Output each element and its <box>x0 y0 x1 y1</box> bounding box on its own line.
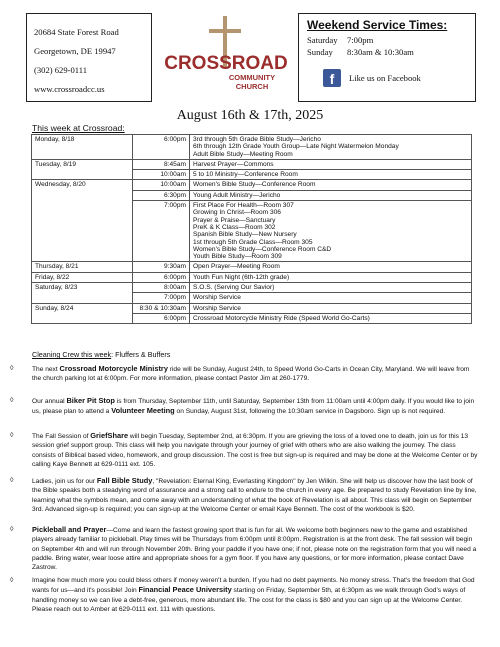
schedule-activity <box>190 262 472 272</box>
schedule-table <box>31 134 472 324</box>
diamond-bullet-icon: ◊ <box>10 526 14 533</box>
activity-line: 1st through 5th Grade Class—Room 305 <box>193 238 313 246</box>
service-time: 7:00pm <box>347 35 374 45</box>
schedule-time: 7:00pm <box>133 201 190 262</box>
cross-horizontal <box>209 29 241 33</box>
schedule-day: Friday, 8/22 <box>32 272 133 282</box>
address-city: Georgetown, DE 19947 <box>34 46 116 56</box>
schedule-row <box>32 135 472 160</box>
service-time: 8:30am & 10:30am <box>347 47 414 57</box>
logo-sub2: CHURCH <box>235 82 269 91</box>
diamond-bullet-icon: ◊ <box>10 397 14 404</box>
service-row <box>307 35 374 45</box>
announcement-span: The Fall Session of <box>32 433 91 440</box>
schedule-day: Thursday, 8/21 <box>32 262 133 272</box>
schedule-time: 10:00am <box>133 180 190 190</box>
schedule-time: 6:30pm <box>133 190 190 200</box>
schedule-activity <box>190 170 472 180</box>
activity-line: Harvest Prayer—Commons <box>193 160 274 168</box>
announcement-text <box>32 525 480 572</box>
announcement-highlight: Volunteer Meeting <box>111 406 175 416</box>
announcement-text <box>32 364 480 384</box>
announcement <box>10 476 490 514</box>
cleaning-value: : Fluffers & Buffers <box>111 350 171 359</box>
diamond-bullet-icon: ◊ <box>10 477 14 484</box>
activity-line: Prayer & Praise—Sanctuary <box>193 216 276 224</box>
activity-line: Open Prayer—Meeting Room <box>193 263 280 271</box>
activity-line: Growing In Christ—Room 306 <box>193 209 281 217</box>
schedule-day <box>32 293 133 303</box>
announcement-span: , "Revelation: Eternal King, Everlasting Kingdom" by Jen Wilkin. She will help us discover how the last book of the Bible speaks both a steadying word of assurance and a strong call to endure to the church in every age. Be prepared to study Revelation line by line, learning what the symbols mean, and come away with an understanding of what the book of Revelation is all about. This class will begin on September 3rd. Advanced sign-up is required; you can sign-up at the Welcome Center or email Kaye Bennett. The cost of the workbook is $20. <box>32 478 477 513</box>
address-website[interactable]: www.crossroadcc.us <box>34 84 105 94</box>
service-times-title: Weekend Service Times: <box>307 18 448 32</box>
announcement-highlight: Pickleball and Prayer <box>32 525 107 534</box>
diamond-bullet-icon: ◊ <box>10 577 14 584</box>
activity-line: Worship Service <box>193 304 241 312</box>
announcement <box>10 396 490 417</box>
cleaning-label: Cleaning Crew this week <box>32 350 112 359</box>
announcement-text <box>32 476 480 514</box>
announcement <box>10 525 490 572</box>
announcement-span: is from Thursday, September 11th, until Saturday, September 13th from 11:00am until 4:00pm daily. If you would like to join us, please plan to attend a <box>32 398 475 416</box>
schedule-day: Sunday, 8/24 <box>32 303 133 313</box>
date-title: August 16th & 17th, 2025 <box>176 108 324 123</box>
schedule-day <box>32 201 133 262</box>
announcement-text <box>32 576 480 614</box>
announcement <box>10 576 490 614</box>
announcement-highlight: GriefShare <box>90 431 129 440</box>
announcement-span: ride will be Sunday, August 24th, to Speed World Go-Carts in Ocean City, Maryland. We will leave from the church parking lot at 6:00pm. For more information, please contact Pastor Jim at 260-1779. <box>32 366 470 383</box>
announcement-span: Our annual <box>32 398 67 405</box>
activity-line: Women's Bible Study—Conference Room <box>193 181 316 189</box>
activity-line: S.O.S. (Serving Our Savior) <box>193 284 275 292</box>
schedule-day <box>32 313 133 323</box>
schedule-row <box>32 159 472 169</box>
activity-line: 6th through 12th Grade Youth Group—Late Night Watermelon Monday <box>193 143 399 151</box>
activity-line: Adult Bible Study—Meeting Room <box>193 150 293 158</box>
announcement-span: starting on Friday, September 5th, at 6:30pm as we walk through God's ways of handling money so we can live a debt-free, generous, more abundant life. The cost for the class is $80 and you can sign up at the Welcome Center. Please reach out to Amber at 629-0111 ext. 111 with questions. <box>32 587 466 613</box>
schedule-row <box>32 313 472 323</box>
schedule-time: 6:00pm <box>133 313 190 323</box>
schedule-activity <box>190 190 472 200</box>
activity-line: 3rd through 5th Grade Bible Study—Jericho <box>193 136 321 143</box>
address-phone: (302) 629-0111 <box>34 65 88 75</box>
service-day: Saturday <box>307 35 338 45</box>
announcement-text <box>32 431 480 469</box>
activity-line: Spanish Bible Study—New Nursery <box>193 231 297 239</box>
schedule-time: 6:00pm <box>133 272 190 282</box>
schedule-row <box>32 272 472 282</box>
schedule-time: 9:30am <box>133 262 190 272</box>
schedule-row <box>32 180 472 190</box>
activity-line: Youth Fun Night (6th-12th grade) <box>193 273 290 281</box>
logo-name: CROSSROAD <box>164 53 288 74</box>
facebook-icon[interactable]: f <box>323 69 341 87</box>
schedule-row <box>32 293 472 303</box>
schedule-row <box>32 201 472 262</box>
announcement-highlight: Financial Peace University <box>138 585 232 595</box>
schedule-day: Saturday, 8/23 <box>32 283 133 293</box>
schedule-activity <box>190 180 472 190</box>
activity-line: PreK & K Class—Room 302 <box>193 223 276 231</box>
announcement-highlight: Fall Bible Study <box>96 476 153 485</box>
schedule-day: Monday, 8/18 <box>32 135 133 160</box>
schedule-day: Tuesday, 8/19 <box>32 159 133 169</box>
schedule-time: 7:00pm <box>133 293 190 303</box>
schedule-activity <box>190 283 472 293</box>
schedule-day: Wednesday, 8/20 <box>32 180 133 190</box>
address-street: 20684 State Forest Road <box>34 27 119 37</box>
service-row <box>307 47 414 57</box>
announcement-highlight: Biker Pit Stop <box>66 396 115 405</box>
announcement-span: on Sunday, August 31st, following the 10:30am service in Dagsboro. Sign up is not required. <box>174 408 446 416</box>
schedule-row <box>32 262 472 272</box>
announcement-highlight: Crossroad Motorcycle Ministry <box>59 364 168 373</box>
schedule-row <box>32 170 472 180</box>
schedule-activity <box>190 159 472 169</box>
schedule-activity <box>190 313 472 323</box>
announcement <box>10 364 490 384</box>
schedule-activity <box>190 135 472 160</box>
announcement-span: Ladies, join us for our <box>32 478 97 485</box>
schedule-day <box>32 190 133 200</box>
schedule-time: 8:00am <box>133 283 190 293</box>
diamond-bullet-icon: ◊ <box>10 432 14 439</box>
diamond-bullet-icon: ◊ <box>10 365 14 372</box>
announcement-text <box>32 396 480 417</box>
address-box <box>26 13 152 102</box>
schedule-row <box>32 303 472 313</box>
schedule-row <box>32 190 472 200</box>
schedule-activity <box>190 272 472 282</box>
church-logo <box>160 14 292 100</box>
schedule-activity <box>190 201 472 262</box>
service-times-box <box>298 13 476 102</box>
announcement-span: —Come and learn the fastest growing sport that is fun for all. We welcome both beginners new to the game and established players already familiar to pickleball. Play times will be Thursdays from 6:00pm until 8:00pm. Registration is at the front desk. The fall session will begin on September 4th and will run through November 20th. Bring your paddle if you have one; if not, please note on the registration form that you will need a paddle. Bring water, wear loose attire and appropriate shoes for a gym floor. If you have any questions, or for more information, please contact Dave Zastrow. <box>32 527 477 572</box>
cleaning-crew <box>32 350 170 359</box>
activity-line: Youth Bible Study—Room 309 <box>193 253 282 261</box>
schedule-time: 6:00pm <box>133 135 190 160</box>
activity-line: Worship Service <box>193 294 241 302</box>
schedule-time: 10:00am <box>133 170 190 180</box>
activity-line: Women's Bible Study—Conference Room C&D <box>193 245 332 253</box>
schedule-row <box>32 283 472 293</box>
schedule-time: 8:30 & 10:30am <box>133 303 190 313</box>
schedule-time: 8:45am <box>133 159 190 169</box>
facebook-label[interactable]: Like us on Facebook <box>349 73 421 83</box>
logo-sub1: COMMUNITY <box>228 73 276 82</box>
activity-line: 5 to 10 Ministry—Conference Room <box>193 171 298 179</box>
announcement-span: The next <box>32 366 60 373</box>
schedule-day <box>32 170 133 180</box>
announcement <box>10 431 490 469</box>
activity-line: Crossroad Motorcycle Ministry Ride (Speed World Go-Carts) <box>193 314 370 322</box>
announcement-span: will begin Tuesday, September 2nd, at 6:30pm. If you are grieving the loss of a loved one to death, join us for this 13 session grief support group. This class will help you navigate through your journey of grief with others who are also walking the journey. The class consists of Biblical based video, homework, and group discussion. The cost is free but sign-up is required and may be done at the Welcome Center or by calling Kaye Bennett at 629-0111 ext. 105. <box>32 433 478 468</box>
week-label: This week at Crossroad: <box>32 123 125 133</box>
activity-line: First Place For Health—Room 307 <box>193 202 294 210</box>
activity-line: Young Adult Ministry—Jericho <box>193 191 281 199</box>
service-day: Sunday <box>307 47 333 57</box>
schedule-activity <box>190 293 472 303</box>
announcement-span: Imagine how much more you could bless others if money weren't a burden. If you had no debt payments. No money stress. That's the freedom that God wants for us—and it's possible! Join <box>32 577 475 595</box>
schedule-activity <box>190 303 472 313</box>
